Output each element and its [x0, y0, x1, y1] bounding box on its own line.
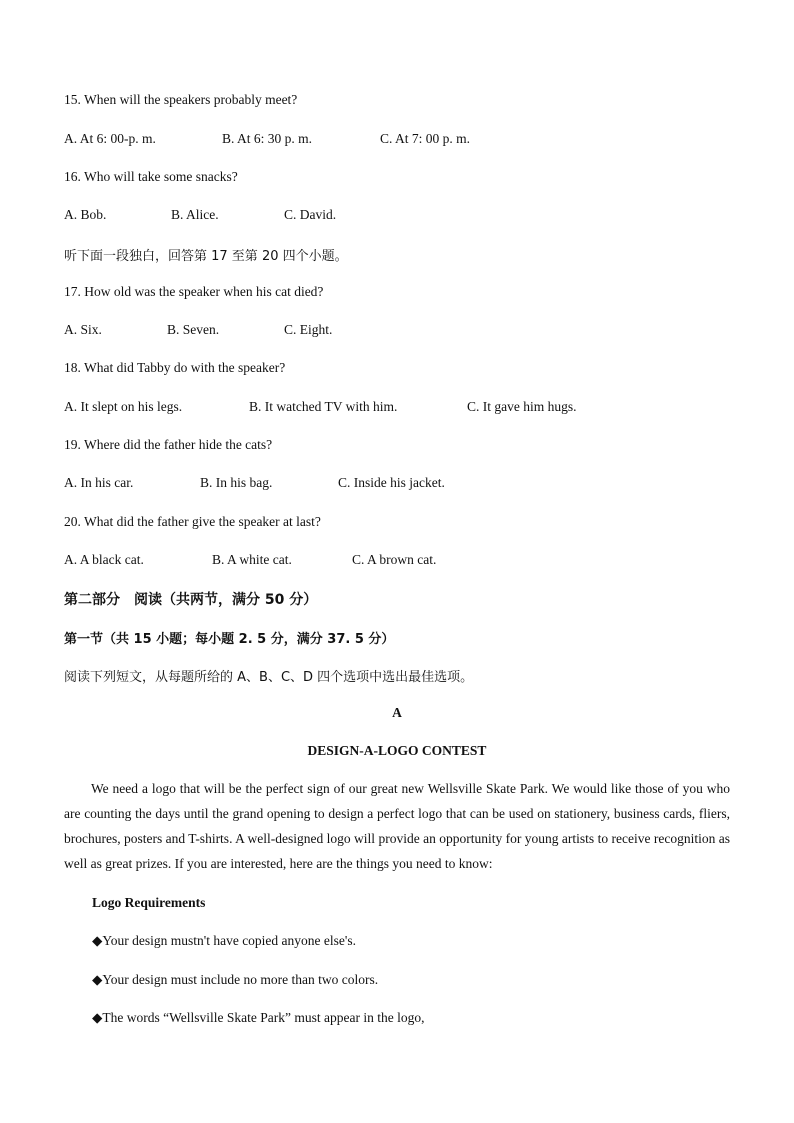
option-b: B. At 6: 30 p. m. [222, 131, 313, 146]
requirement-item: ◆Your design mustn't have copied anyone else's. [92, 933, 356, 948]
option-a: A. At 6: 00-p. m. [64, 131, 156, 146]
option-b: B. A white cat. [212, 552, 292, 567]
passage-title: DESIGN-A-LOGO CONTEST [307, 743, 487, 758]
option-a: A. A black cat. [64, 552, 144, 567]
section1-heading: 第一节（共 15 小题；每小题 2. 5 分，满分 37. 5 分） [64, 632, 395, 647]
part2-heading: 第二部分 阅读（共两节，满分 50 分） [64, 592, 318, 608]
question-18-stem: 18. What did Tabby do with the speaker? [64, 360, 286, 375]
question-16-stem: 16. Who will take some snacks? [64, 169, 238, 184]
option-b: B. In his bag. [200, 475, 273, 490]
question-15-stem: 15. When will the speakers probably meet? [64, 92, 298, 107]
option-c: C. A brown cat. [352, 552, 437, 567]
option-a: A. Bob. [64, 207, 107, 222]
option-a: A. In his car. [64, 475, 134, 490]
option-c: C. David. [284, 207, 337, 222]
option-c: C. At 7: 00 p. m. [380, 131, 471, 146]
option-c: C. Inside his jacket. [338, 475, 445, 490]
option-a: A. Six. [64, 322, 102, 337]
option-c: C. Eight. [284, 322, 333, 337]
option-a: A. It slept on his legs. [64, 399, 183, 414]
requirement-item: ◆Your design must include no more than two colors. [92, 972, 379, 987]
option-b: B. Alice. [171, 207, 219, 222]
question-20-stem: 20. What did the father give the speaker at last? [64, 514, 321, 529]
requirements-heading: Logo Requirements [92, 895, 206, 910]
passage-paragraph: We need a logo that will be the perfect sign of our great new Wellsville Skate Park. We would like those of you who are counting the days until the grand opening to design a perfect logo that can be used on stationery, business cards, fliers, brochures, posters and T-shirts. A well-designed logo will provide an opportunity for young artists to receive recognition as well as great prizes. If you are interested, here are the things you need to know: [64, 781, 730, 871]
question-19-stem: 19. Where did the father hide the cats? [64, 437, 273, 452]
reading-instruction: 阅读下列短文，从每题所给的 A、B、C、D 四个选项中选出最佳选项。 [64, 670, 474, 685]
question-17-stem: 17. How old was the speaker when his cat died? [64, 284, 324, 299]
option-c: C. It gave him hugs. [467, 399, 577, 414]
option-b: B. Seven. [167, 322, 220, 337]
requirement-item: ◆The words “Wellsville Skate Park” must appear in the logo, [92, 1010, 425, 1025]
passage-letter: A [392, 705, 402, 720]
monologue-instruction: 听下面一段独白，回答第 17 至第 20 四个小题。 [64, 249, 348, 264]
option-b: B. It watched TV with him. [249, 399, 398, 414]
